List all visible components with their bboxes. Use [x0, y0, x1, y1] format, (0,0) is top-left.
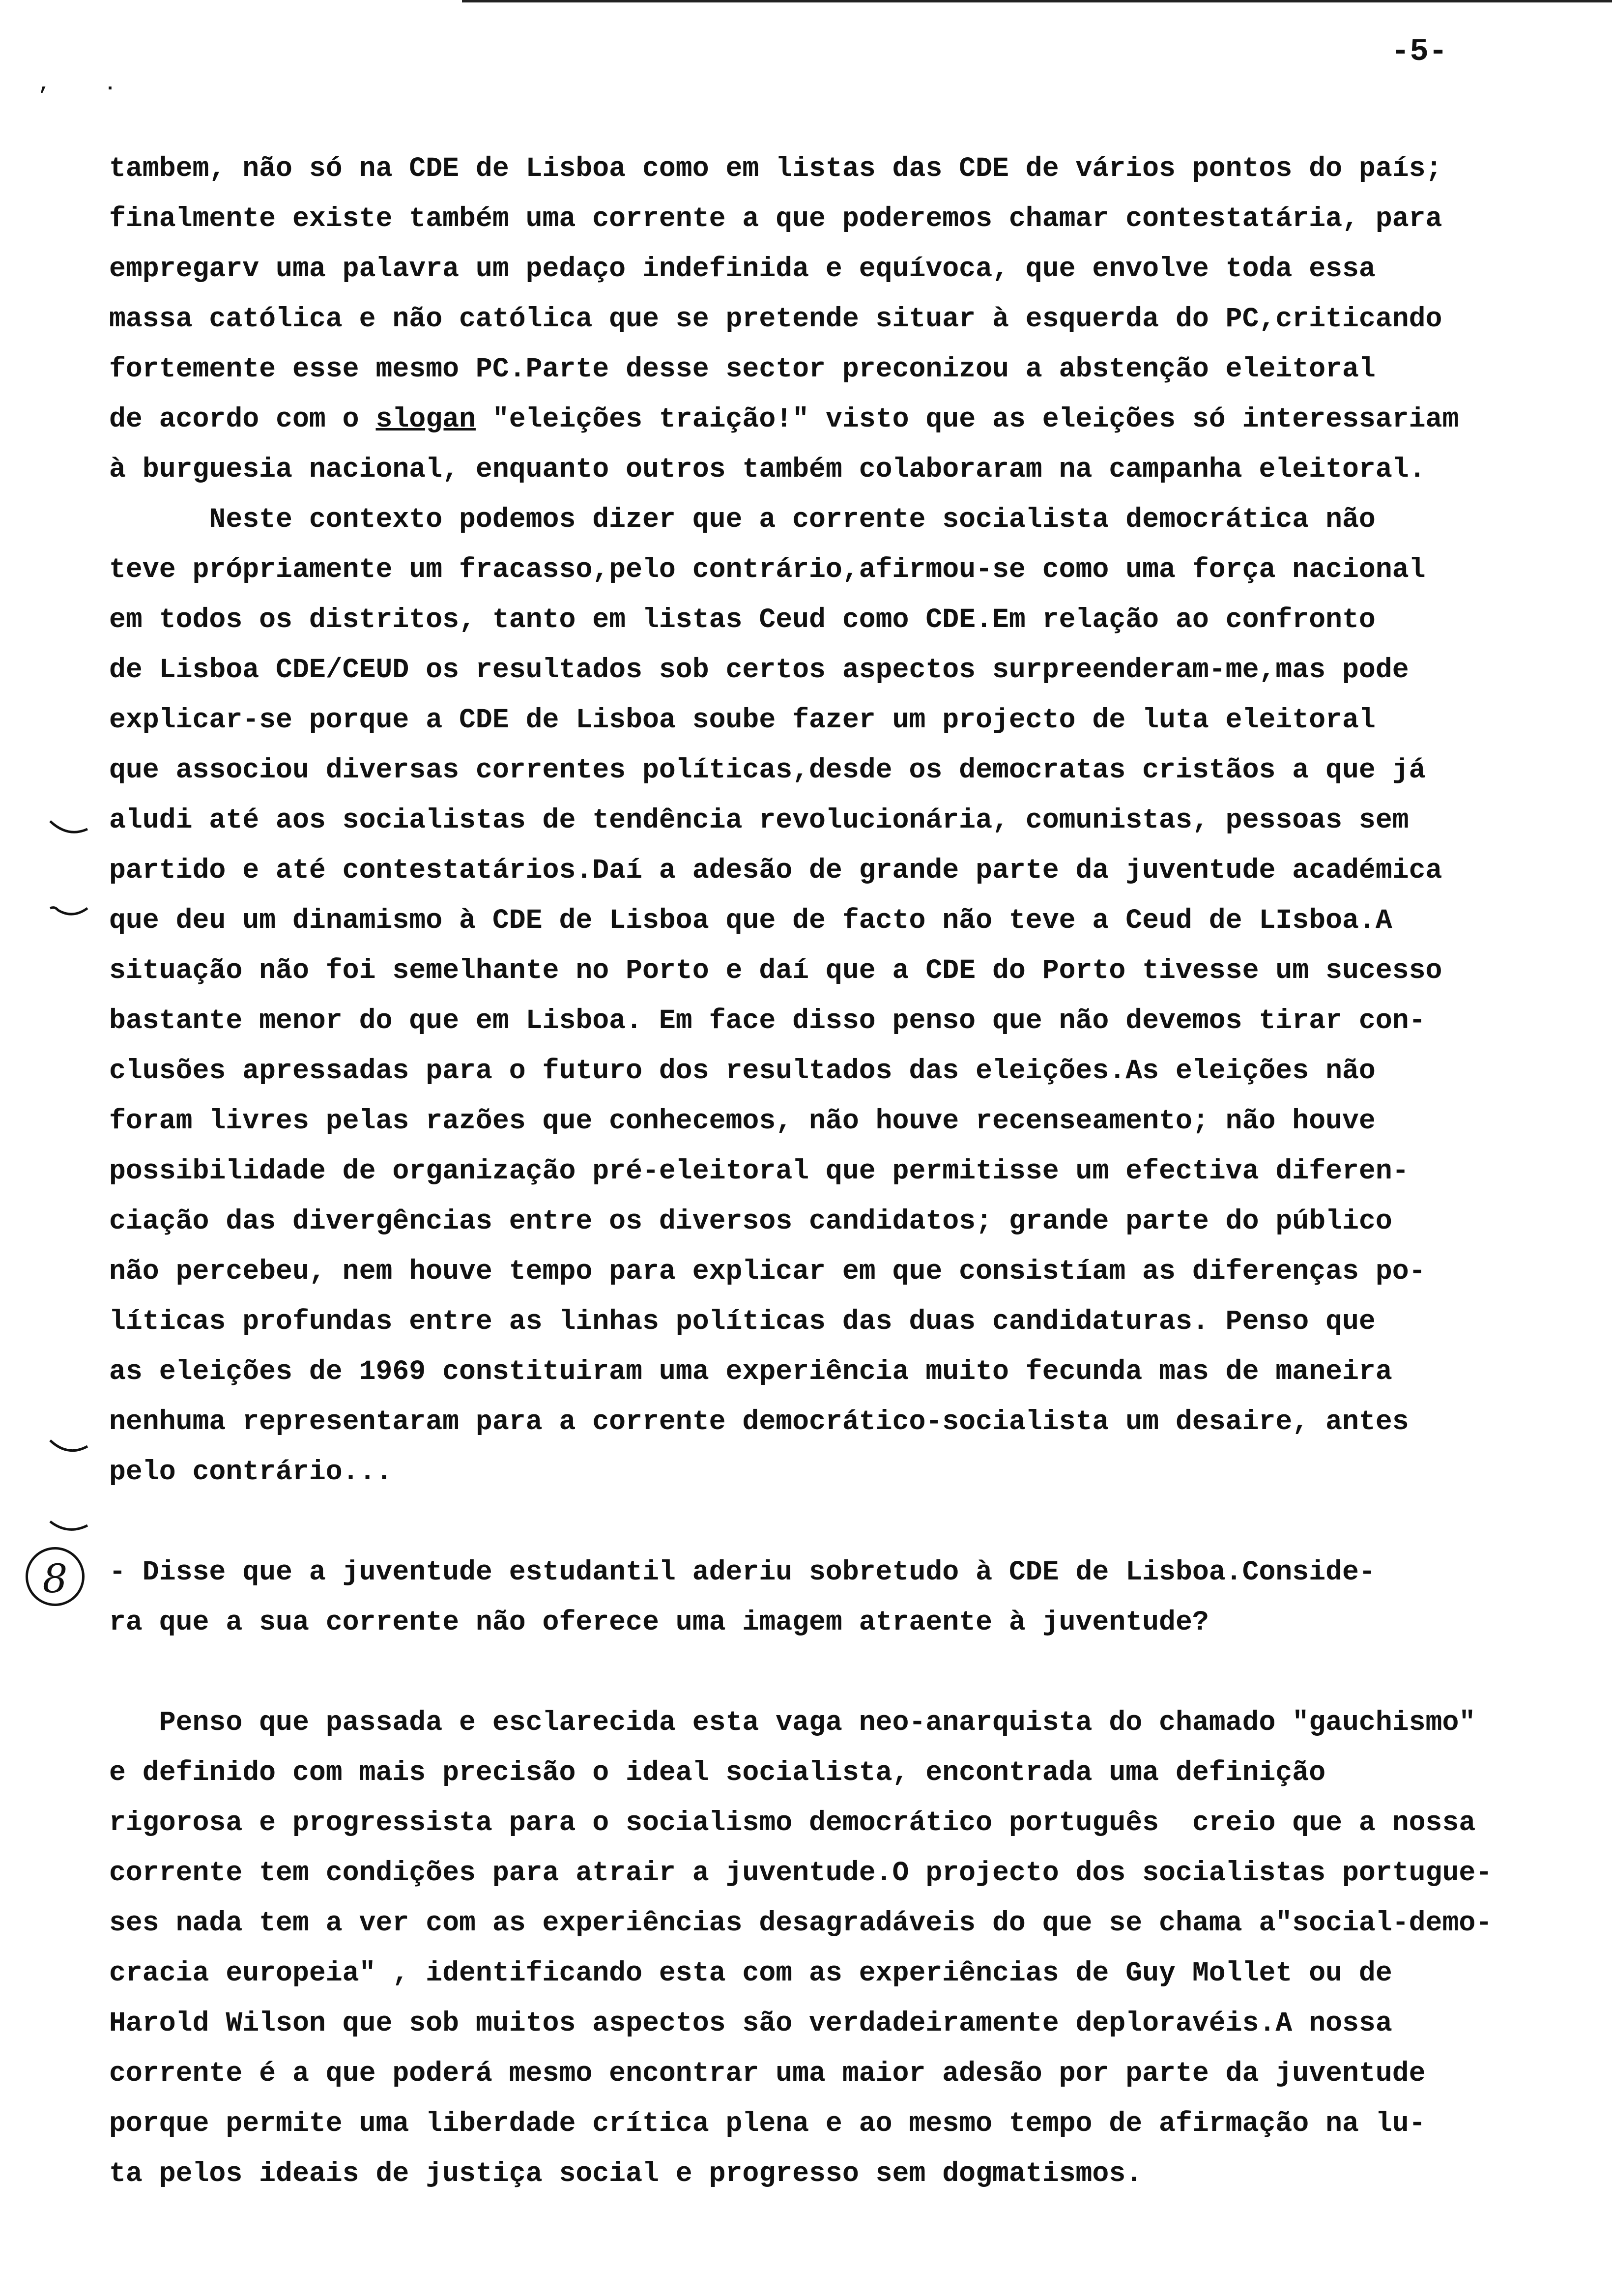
text-line: corrente tem condições para atrair a juventude.O projecto dos socialistas portugue-	[109, 1857, 1493, 1889]
page-number: -5-	[1391, 34, 1448, 70]
text-line: aludi até aos socialistas de tendência revolucionária, comunistas, pessoas sem	[109, 804, 1409, 836]
text-line: pelo contrário...	[109, 1456, 393, 1488]
text-line: teve própriamente um fracasso,pelo contrário,afirmou-se como uma força nacional	[109, 554, 1426, 585]
margin-arc-mark	[48, 899, 92, 924]
text-line: Harold Wilson que sob muitos aspectos são verdadeiramente deploravéis.A nossa	[109, 2008, 1392, 2039]
text-line: massa católica e não católica que se pretende situar à esquerda do PC,criticando	[109, 303, 1442, 335]
paragraph-gap	[109, 1647, 1525, 1697]
text-line: corrente é a que poderá mesmo encontrar uma maior adesão por parte da juventude	[109, 2058, 1426, 2089]
scan-mark: .	[104, 74, 116, 96]
text-line: tambem, não só na CDE de Lisboa como em listas das CDE de vários pontos do país;	[109, 153, 1442, 184]
text-line: não percebeu, nem houve tempo para explicar em que consistíam as diferenças po-	[109, 1256, 1426, 1287]
text-line: foram livres pelas razões que conhecemos, não houve recenseamento; não houve	[109, 1105, 1376, 1137]
text-line: líticas profundas entre as linhas políticas das duas candidaturas. Penso que	[109, 1306, 1376, 1337]
margin-arc-mark	[48, 1519, 92, 1538]
text-line: explicar-se porque a CDE de Lisboa soube fazer um projecto de luta eleitoral	[109, 704, 1376, 736]
text-line: porque permite uma liberdade crítica plena e ao mesmo tempo de afirmação na lu-	[109, 2108, 1426, 2139]
text-line: empregarv uma palavra um pedaço indefinida e equívoca, que envolve toda essa	[109, 253, 1376, 285]
text-line: as eleições de 1969 constituiram uma experiência muito fecunda mas de maneira	[109, 1356, 1392, 1387]
text-line: Neste contexto podemos dizer que a corrente socialista democrática não	[109, 504, 1376, 535]
document-body	[109, 144, 1525, 2199]
text-line: nenhuma representaram para a corrente democrático-socialista um desaire, antes	[109, 1406, 1409, 1437]
paragraph-elections	[109, 494, 1525, 1497]
text-line: rigorosa e progressista para o socialismo democrático português creio que a nossa	[109, 1807, 1476, 1838]
text-line: ta pelos ideais de justiça social e progresso sem dogmatismos.	[109, 2158, 1143, 2189]
paragraph-continuation	[109, 144, 1525, 494]
interview-question	[109, 1547, 1525, 1647]
text-line: que deu um dinamismo à CDE de Lisboa que de facto não teve a Ceud de LIsboa.A	[109, 905, 1392, 936]
text-line: ses nada tem a ver com as experiências desagradáveis do que se chama a"social-demo-	[109, 1907, 1493, 1939]
underlined-word: slogan	[375, 403, 476, 435]
text-line: finalmente existe também uma corrente a que poderemos chamar contestatária, para	[109, 203, 1442, 234]
text-line: bastante menor do que em Lisboa. Em face disso penso que não devemos tirar con-	[109, 1005, 1426, 1036]
text-line: e definido com mais precisão o ideal socialista, encontrada uma definição	[109, 1757, 1326, 1788]
margin-arc-mark	[48, 818, 92, 843]
text-line: partido e até contestatários.Daí a adesão de grande parte da juventude académica	[109, 855, 1442, 886]
text-line: de Lisboa CDE/CEUD os resultados sob certos aspectos surpreenderam-me,mas pode	[109, 654, 1409, 686]
margin-arc-mark	[48, 1437, 92, 1462]
interview-answer	[109, 1697, 1525, 2199]
scan-mark: ,	[38, 74, 51, 96]
text-line: - Disse que a juventude estudantil aderiu sobretudo à CDE de Lisboa.Conside-	[109, 1556, 1376, 1588]
paragraph-gap	[109, 1497, 1525, 1547]
text-line: ra que a sua corrente não oferece uma imagem atraente à juventude?	[109, 1607, 1209, 1638]
text-line: fortemente esse mesmo PC.Parte desse sector preconizou a abstenção eleitoral	[109, 353, 1376, 385]
text-line: possibilidade de organização pré-eleitoral que permitisse um efectiva diferen-	[109, 1155, 1409, 1187]
top-rule	[462, 0, 1612, 2]
text-line: situação não foi semelhante no Porto e daí que a CDE do Porto tivesse um sucesso	[109, 955, 1442, 986]
text-line: que associou diversas correntes políticas,desde os democratas cristãos a que já	[109, 754, 1426, 786]
text-line: à burguesia nacional, enquanto outros também colaboraram na campanha eleitoral.	[109, 454, 1426, 485]
text-line: cracia europeia" , identificando esta com as experiências de Guy Mollet ou de	[109, 1957, 1392, 1989]
text-line: clusões apressadas para o futuro dos resultados das eleições.As eleições não	[109, 1055, 1376, 1087]
text-line: em todos os distritos, tanto em listas Ceud como CDE.Em relação ao confronto	[109, 604, 1376, 635]
text-line: ciação das divergências entre os diversos candidatos; grande parte do público	[109, 1205, 1392, 1237]
circled-number-annotation: 8	[26, 1547, 85, 1606]
text-line: de acordo com o slogan "eleições traição!" visto que as eleições só interessariam	[109, 403, 1459, 435]
text-line: Penso que passada e esclarecida esta vaga neo-anarquista do chamado "gauchismo"	[109, 1707, 1476, 1738]
